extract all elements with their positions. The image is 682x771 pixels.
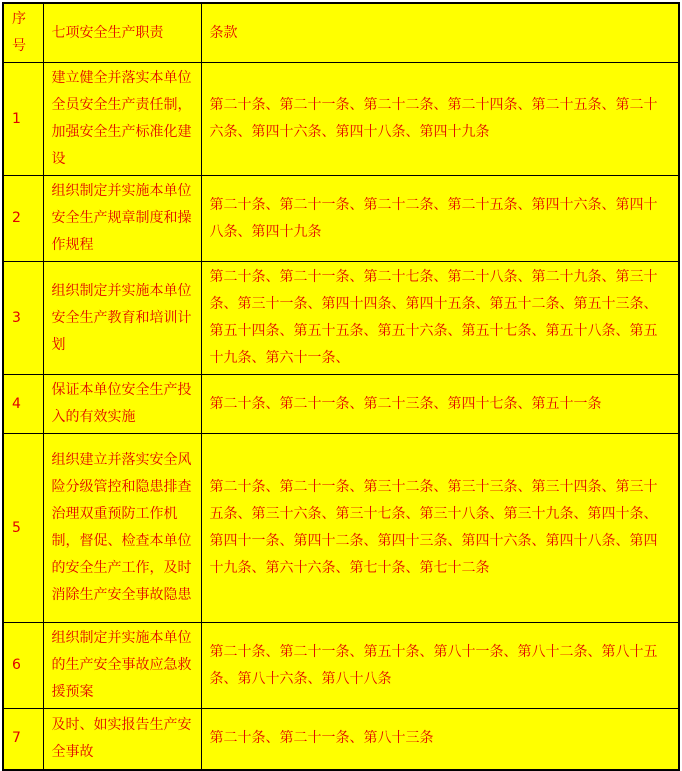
row-duty: 及时、如实报告生产安全事故	[43, 709, 201, 770]
row-clauses: 第二十条、第二十一条、第八十三条	[201, 709, 679, 770]
header-duty: 七项安全生产职责	[43, 3, 201, 63]
table-row	[3, 709, 679, 770]
row-duty: 组织建立并落实安全风险分级管控和隐患排查治理双重预防工作机制，督促、检查本单位的安全生产工作，及时消除生产安全事故隐患	[43, 434, 201, 623]
row-num: 6	[3, 623, 43, 709]
table-row	[3, 176, 679, 262]
table-header-row	[3, 3, 679, 63]
row-duty: 建立健全并落实本单位全员安全生产责任制，加强安全生产标准化建设	[43, 63, 201, 176]
row-duty: 组织制定并实施本单位安全生产教育和培训计划	[43, 262, 201, 375]
row-duty: 保证本单位安全生产投入的有效实施	[43, 375, 201, 434]
row-clauses: 第二十条、第二十一条、第二十三条、第四十七条、第五十一条	[201, 375, 679, 434]
row-clauses: 第二十条、第二十一条、第三十二条、第三十三条、第三十四条、第三十五条、第三十六条、第三十七条、第三十八条、第三十九条、第四十条、第四十一条、第四十二条、第四十三条、第四十六条、第四十八条、第四十九条、第六十六条、第七十条、第七十二条	[201, 434, 679, 623]
table-row	[3, 375, 679, 434]
safety-duty-table	[2, 2, 680, 771]
table-row	[3, 623, 679, 709]
row-num: 5	[3, 434, 43, 623]
row-num: 2	[3, 176, 43, 262]
header-clauses: 条款	[201, 3, 679, 63]
row-num: 1	[3, 63, 43, 176]
row-clauses: 第二十条、第二十一条、第五十条、第八十一条、第八十二条、第八十五条、第八十六条、第八十八条	[201, 623, 679, 709]
table-row	[3, 262, 679, 375]
row-clauses: 第二十条、第二十一条、第二十二条、第二十四条、第二十五条、第二十六条、第四十六条、第四十八条、第四十九条	[201, 63, 679, 176]
row-duty: 组织制定并实施本单位的生产安全事故应急救援预案	[43, 623, 201, 709]
header-num: 序号	[3, 3, 43, 63]
row-duty: 组织制定并实施本单位安全生产规章制度和操作规程	[43, 176, 201, 262]
row-num: 7	[3, 709, 43, 770]
row-num: 4	[3, 375, 43, 434]
row-clauses: 第二十条、第二十一条、第二十七条、第二十八条、第二十九条、第三十条、第三十一条、第四十四条、第四十五条、第五十二条、第五十三条、第五十四条、第五十五条、第五十六条、第五十七条、第五十八条、第五十九条、第六十一条、	[201, 262, 679, 375]
row-clauses: 第二十条、第二十一条、第二十二条、第二十五条、第四十六条、第四十八条、第四十九条	[201, 176, 679, 262]
row-num: 3	[3, 262, 43, 375]
table-row	[3, 63, 679, 176]
table-row	[3, 434, 679, 623]
